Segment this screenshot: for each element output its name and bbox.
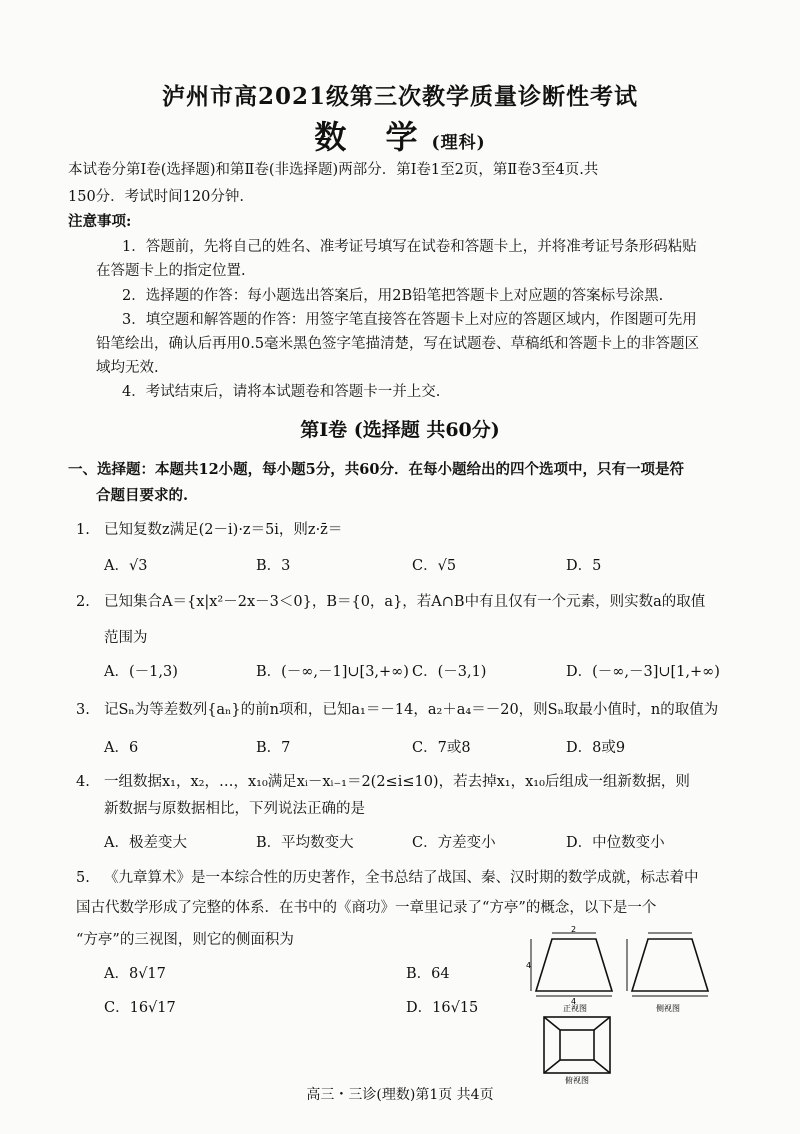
q5-option-d: D．16√15: [406, 1000, 479, 1016]
q4-option-d: D．中位数变小: [566, 835, 665, 851]
q1-option-a: A．√3: [104, 558, 148, 574]
q3-stem: 记Sₙ为等差数列{aₙ}的前n项和，已知a₁＝－14，a₂＋a₄＝－20，则Sₙ取最小值时，n的取值为: [104, 702, 719, 718]
q1-stem: 已知复数z满足(2－i)·z＝5i，则z·z̄＝: [104, 522, 343, 538]
q2-stem: 已知集合A＝{x|x²－2x－3＜0}，B＝{0，a}，若A∩B中有且仅有一个元素，则实数a的取值: [104, 594, 706, 610]
q3-option-b: B．7: [256, 740, 291, 756]
three-view-svg: [526, 925, 720, 1085]
note-3b: 铅笔绘出，确认后再用0.5毫米黑色签字笔描清楚，写在试题卷、草稿纸和答题卡上的非答题区: [96, 336, 700, 352]
top-view: [544, 1017, 610, 1073]
q5-stem-3: “方亭”的三视图，则它的侧面积为: [76, 932, 294, 948]
q1-option-b: B．3: [256, 558, 291, 574]
note-4: 4．考试结束后，请将本试题卷和答题卡一并上交.: [122, 384, 441, 400]
note-3c: 域均无效.: [96, 360, 159, 376]
front-view-label: 正视图: [563, 1004, 587, 1013]
q1-option-d: D．5: [566, 558, 602, 574]
q4-option-b: B．平均数变大: [256, 835, 354, 851]
q5-stem-2: 国古代数学形成了完整的体系．在书中的《商功》一章里记录了“方亭”的概念，以下是一个: [76, 900, 657, 916]
q2-number: 2.: [76, 594, 90, 610]
top-view-inner: [560, 1030, 594, 1060]
q3-option-a: A．6: [104, 740, 139, 756]
note-1b: 在答题卡上的指定位置.: [96, 263, 246, 279]
section-title: 第Ⅰ卷 (选择题 共60分): [300, 419, 500, 441]
intro-line-1: 本试卷分第Ⅰ卷(选择题)和第Ⅱ卷(非选择题)两部分．第Ⅰ卷1至2页，第Ⅱ卷3至4页.共: [68, 162, 599, 178]
q4-option-c: C．方差变小: [412, 835, 496, 851]
page-footer: 高三・三诊(理数)第1页 共4页: [306, 1087, 494, 1103]
top-view-edge-2: [594, 1017, 610, 1030]
q1-number: 1.: [76, 522, 90, 538]
q5-option-b: B．64: [406, 966, 450, 982]
q5-option-a: A．8√17: [104, 966, 166, 982]
side-view-label: 侧视图: [656, 1004, 680, 1013]
part1-line-1: 一、选择题：本题共12小题，每小题5分，共60分．在每小题给出的四个选项中，只有一项是符: [68, 461, 684, 478]
q4-stem-2: 新数据与原数据相比，下列说法正确的是: [104, 801, 365, 817]
q2-option-d: D．(－∞,－3]∪[1,+∞): [566, 664, 720, 680]
intro-line-2: 150分．考试时间120分钟.: [68, 189, 244, 205]
note-2: 2．选择题的作答：每小题选出答案后，用2B铅笔把答题卡上对应题的答案标号涂黑.: [122, 288, 664, 304]
q5-number: 5.: [76, 870, 90, 886]
top-view-edge-1: [544, 1017, 560, 1030]
q1-option-c: C．√5: [412, 558, 457, 574]
q4-number: 4.: [76, 774, 90, 790]
q2-stem-2: 范围为: [104, 630, 148, 646]
top-view-edge-4: [594, 1060, 610, 1073]
side-view: [627, 933, 708, 996]
top-view-label: 俯视图: [565, 1076, 589, 1085]
front-view: [531, 933, 612, 996]
front-bottom-dim-label: 4: [571, 997, 577, 1006]
front-view-trapezoid: [536, 939, 612, 991]
q4-option-a: A．极差变大: [104, 835, 187, 851]
q2-option-c: C．(－3,1): [412, 664, 487, 680]
notes-heading: 注意事项:: [68, 213, 132, 230]
q2-option-b: B．(－∞,－1]∪[3,+∞): [256, 664, 409, 680]
exam-title: 泸州市高2021级第三次教学质量诊断性考试: [161, 83, 638, 110]
subject-title: [0, 112, 800, 158]
three-view-figure: [526, 925, 720, 1085]
q3-option-d: D．8或9: [566, 740, 626, 756]
part1-line-2: 合题目要求的.: [96, 487, 189, 504]
q5-option-c: C．16√17: [104, 1000, 176, 1016]
subject-name: 数 学: [314, 118, 432, 156]
q3-number: 3.: [76, 702, 90, 718]
q3-option-c: C．7或8: [412, 740, 471, 756]
side-view-trapezoid: [632, 939, 708, 991]
front-top-dim-label: 2: [571, 925, 577, 934]
q5-stem: 《九章算术》是一本综合性的历史著作，全书总结了战国、秦、汉时期的数学成就，标志着中: [104, 870, 699, 886]
subject-note: (理科): [431, 133, 486, 153]
q4-stem: 一组数据x₁，x₂，…，x₁₀满足xᵢ－xᵢ₋₁＝2(2≤i≤10)，若去掉x₁，x₁₀后组成一组新数据，则: [104, 774, 690, 790]
top-view-edge-3: [544, 1060, 560, 1073]
front-height-dim-label: 4: [526, 961, 532, 970]
note-3a: 3．填空题和解答题的作答：用签字笔直接答在答题卡上对应的答题区域内，作图题可先用: [122, 312, 697, 328]
q2-option-a: A．(－1,3): [104, 664, 178, 680]
note-1a: 1．答题前，先将自己的姓名、准考证号填写在试卷和答题卡上，并将准考证号条形码粘贴: [122, 239, 697, 255]
